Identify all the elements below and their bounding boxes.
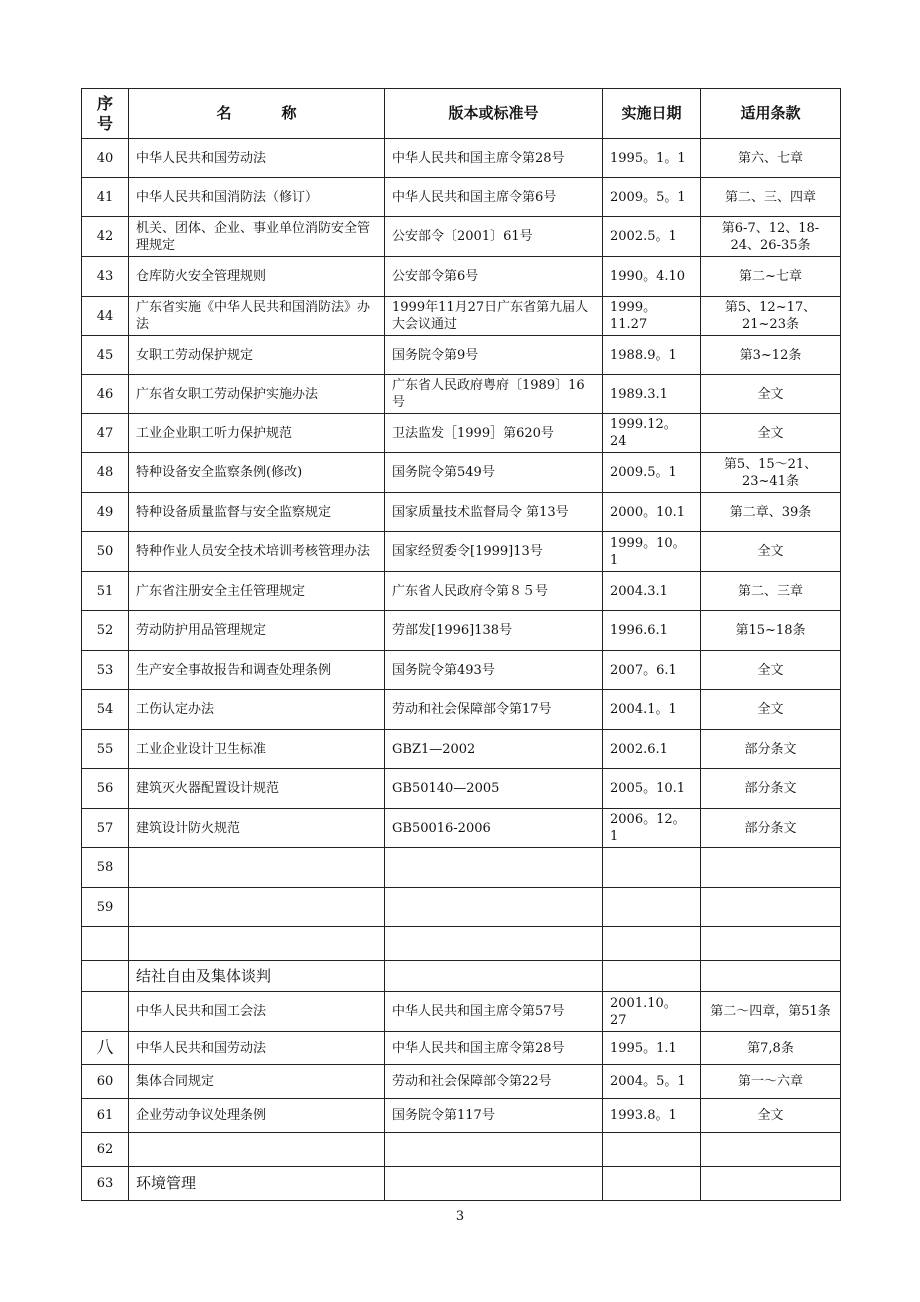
row-name: 集体合同规定: [129, 1065, 385, 1099]
row-version: GB50016-2006: [385, 809, 603, 848]
table-row: [82, 453, 841, 493]
row-clauses: 第7,8条: [701, 1032, 841, 1065]
row-number: 59: [82, 888, 129, 927]
row-version: 卫法监发［1999］第620号: [385, 414, 603, 453]
row-number: 61: [82, 1099, 129, 1133]
row-clauses: 第一～六章: [701, 1065, 841, 1099]
row-number: 62: [82, 1133, 129, 1167]
page-number: 3: [455, 1209, 465, 1224]
table-row: [82, 1032, 841, 1065]
row-name: 中华人民共和国劳动法: [129, 139, 385, 178]
row-clauses: 第二、三章: [701, 572, 841, 611]
row-clauses: 第六、七章: [701, 139, 841, 178]
row-date: [603, 888, 701, 927]
row-clauses: 全文: [701, 1099, 841, 1133]
table-row: [82, 1065, 841, 1099]
row-date: [603, 848, 701, 888]
row-date: 2001.10。27: [603, 992, 701, 1032]
row-name: 特种作业人员安全技术培训考核管理办法: [129, 532, 385, 572]
table-row: [82, 888, 841, 927]
row-number: 58: [82, 848, 129, 888]
row-version: 广东省人民政府令第８５号: [385, 572, 603, 611]
row-number: 51: [82, 572, 129, 611]
row-date: 1999。10。1: [603, 532, 701, 572]
row-date: 1999.12。24: [603, 414, 701, 453]
row-clauses: 全文: [701, 414, 841, 453]
row-number: 57: [82, 809, 129, 848]
row-number: 47: [82, 414, 129, 453]
row-name: 劳动防护用品管理规定: [129, 611, 385, 651]
row-version: 中华人民共和国主席令第28号: [385, 1032, 603, 1065]
row-version: 公安部令〔2001〕61号: [385, 217, 603, 257]
table-row: [82, 1099, 841, 1133]
row-name: 特种设备安全监察条例(修改): [129, 453, 385, 493]
row-date: 2000。10.1: [603, 493, 701, 532]
table-row: [82, 651, 841, 690]
row-version: 国务院令第9号: [385, 336, 603, 375]
row-number: 48: [82, 453, 129, 493]
row-version: 国家质量技术监督局令 第13号: [385, 493, 603, 532]
row-date: 2004.1。1: [603, 690, 701, 730]
row-clauses: 第5、12~17、21~23条: [701, 297, 841, 336]
row-number: 41: [82, 178, 129, 217]
header-clauses: 适用条款: [701, 89, 841, 139]
row-version: 1999年11月27日广东省第九届人大会议通过: [385, 297, 603, 336]
row-version: 中华人民共和国主席令第57号: [385, 992, 603, 1032]
empty-cell: [603, 1167, 701, 1201]
table-row: [82, 375, 841, 414]
row-clauses: 第二章、39条: [701, 493, 841, 532]
row-clauses: 第二～四章，第51条: [701, 992, 841, 1032]
table-row: [82, 414, 841, 453]
header-version: 版本或标准号: [385, 89, 603, 139]
row-date: 2006。12。1: [603, 809, 701, 848]
row-version: 广东省人民政府粤府〔1989〕16号: [385, 375, 603, 414]
row-number: 42: [82, 217, 129, 257]
row-name: 女职工劳动保护规定: [129, 336, 385, 375]
row-number: [82, 927, 129, 961]
row-name: 生产安全事故报告和调查处理条例: [129, 651, 385, 690]
row-date: 2009.5。1: [603, 453, 701, 493]
regulations-table: [81, 88, 841, 1201]
row-date: 2002.5。1: [603, 217, 701, 257]
row-number: 55: [82, 730, 129, 769]
row-name: [129, 888, 385, 927]
row-version: 劳动和社会保障部令第17号: [385, 690, 603, 730]
row-version: [385, 1133, 603, 1167]
row-clauses: 部分条文: [701, 769, 841, 809]
row-clauses: 第5、15～21、23~41条: [701, 453, 841, 493]
row-version: 公安部令第6号: [385, 257, 603, 297]
table-row: [82, 257, 841, 297]
row-clauses: 第二、三、四章: [701, 178, 841, 217]
row-clauses: [701, 888, 841, 927]
table-row: [82, 992, 841, 1032]
row-name: 建筑灭火器配置设计规范: [129, 769, 385, 809]
row-date: [603, 927, 701, 961]
row-date: 2002.6.1: [603, 730, 701, 769]
section-title-row: [82, 961, 841, 992]
row-clauses: 部分条文: [701, 730, 841, 769]
row-name: [129, 927, 385, 961]
row-name: [129, 848, 385, 888]
row-date: 1990。4.10: [603, 257, 701, 297]
row-clauses: 全文: [701, 532, 841, 572]
table-row: [82, 297, 841, 336]
row-clauses: 全文: [701, 375, 841, 414]
header-date: 实施日期: [603, 89, 701, 139]
row-clauses: [701, 927, 841, 961]
row-number: 45: [82, 336, 129, 375]
row-number: 46: [82, 375, 129, 414]
header-no: [82, 89, 129, 139]
table-row: [82, 927, 841, 961]
row-number: 54: [82, 690, 129, 730]
row-date: 2004.3.1: [603, 572, 701, 611]
row-name: 企业劳动争议处理条例: [129, 1099, 385, 1133]
table-row: [82, 611, 841, 651]
table-row: [82, 769, 841, 809]
table-row: [82, 809, 841, 848]
row-date: 1996.6.1: [603, 611, 701, 651]
row-number: [82, 992, 129, 1032]
row-date: 1993.8。1: [603, 1099, 701, 1133]
table-row: [82, 1133, 841, 1167]
row-version: 国务院令第549号: [385, 453, 603, 493]
row-clauses: 部分条文: [701, 809, 841, 848]
row-name: 广东省注册安全主任管理规定: [129, 572, 385, 611]
row-clauses: [701, 848, 841, 888]
table-row: [82, 690, 841, 730]
row-name: 仓库防火安全管理规则: [129, 257, 385, 297]
row-date: 1999。11.27: [603, 297, 701, 336]
row-date: 1995。1.1: [603, 1032, 701, 1065]
row-date: 2007。6.1: [603, 651, 701, 690]
row-number: 53: [82, 651, 129, 690]
table-row: [82, 730, 841, 769]
row-clauses: 第3~12条: [701, 336, 841, 375]
row-version: 国务院令第117号: [385, 1099, 603, 1133]
section-title-row: [82, 1167, 841, 1201]
section-title: 结社自由及集体谈判: [129, 961, 385, 992]
row-name: [129, 1133, 385, 1167]
row-number: 63: [82, 1167, 129, 1201]
table-row: [82, 336, 841, 375]
table-row: [82, 572, 841, 611]
row-version: [385, 927, 603, 961]
table-row: [82, 848, 841, 888]
header-name: [129, 89, 385, 139]
row-date: 2004。5。1: [603, 1065, 701, 1099]
row-number: 40: [82, 139, 129, 178]
header-name-label: 名称: [216, 104, 347, 122]
table-row: [82, 493, 841, 532]
row-version: 国务院令第493号: [385, 651, 603, 690]
row-version: [385, 888, 603, 927]
row-number: 60: [82, 1065, 129, 1099]
row-number: 44: [82, 297, 129, 336]
row-version: GBZ1—2002: [385, 730, 603, 769]
row-date: 2005。10.1: [603, 769, 701, 809]
section-title: 环境管理: [129, 1167, 385, 1201]
row-name: 广东省实施《中华人民共和国消防法》办法: [129, 297, 385, 336]
row-name: 中华人民共和国工会法: [129, 992, 385, 1032]
empty-cell: [385, 961, 603, 992]
row-date: [603, 1133, 701, 1167]
row-clauses: [701, 1133, 841, 1167]
empty-cell: [701, 961, 841, 992]
row-version: 中华人民共和国主席令第28号: [385, 139, 603, 178]
empty-cell: [603, 961, 701, 992]
section-number: 八: [82, 1032, 129, 1065]
row-clauses: 全文: [701, 651, 841, 690]
table-row: [82, 532, 841, 572]
row-number: 43: [82, 257, 129, 297]
row-number: 52: [82, 611, 129, 651]
row-number: 56: [82, 769, 129, 809]
table-row: [82, 217, 841, 257]
row-clauses: 全文: [701, 690, 841, 730]
row-version: [385, 848, 603, 888]
row-version: 国家经贸委令[1999]13号: [385, 532, 603, 572]
header-row: [82, 89, 841, 139]
section-title-no-cell: [82, 961, 129, 992]
row-version: GB50140—2005: [385, 769, 603, 809]
row-clauses: 第二~七章: [701, 257, 841, 297]
row-version: 劳动和社会保障部令第22号: [385, 1065, 603, 1099]
row-name: 工伤认定办法: [129, 690, 385, 730]
row-name: 工业企业职工听力保护规范: [129, 414, 385, 453]
row-name: 中华人民共和国劳动法: [129, 1032, 385, 1065]
row-version: 劳部发[1996]138号: [385, 611, 603, 651]
row-name: 建筑设计防火规范: [129, 809, 385, 848]
row-number: 49: [82, 493, 129, 532]
row-name: 特种设备质量监督与安全监察规定: [129, 493, 385, 532]
row-clauses: 第6-7、12、18-24、26-35条: [701, 217, 841, 257]
row-date: 2009。5。1: [603, 178, 701, 217]
row-number: 50: [82, 532, 129, 572]
row-name: 中华人民共和国消防法（修订）: [129, 178, 385, 217]
empty-cell: [701, 1167, 841, 1201]
row-name: 工业企业设计卫生标准: [129, 730, 385, 769]
row-clauses: 第15~18条: [701, 611, 841, 651]
row-date: 1995。1。1: [603, 139, 701, 178]
row-date: 1988.9。1: [603, 336, 701, 375]
row-version: 中华人民共和国主席令第6号: [385, 178, 603, 217]
table-row: [82, 178, 841, 217]
row-name: 广东省女职工劳动保护实施办法: [129, 375, 385, 414]
table-row: [82, 139, 841, 178]
empty-cell: [385, 1167, 603, 1201]
row-name: 机关、团体、企业、事业单位消防安全管理规定: [129, 217, 385, 257]
header-no-label: 序 号: [96, 93, 113, 133]
row-date: 1989.3.1: [603, 375, 701, 414]
